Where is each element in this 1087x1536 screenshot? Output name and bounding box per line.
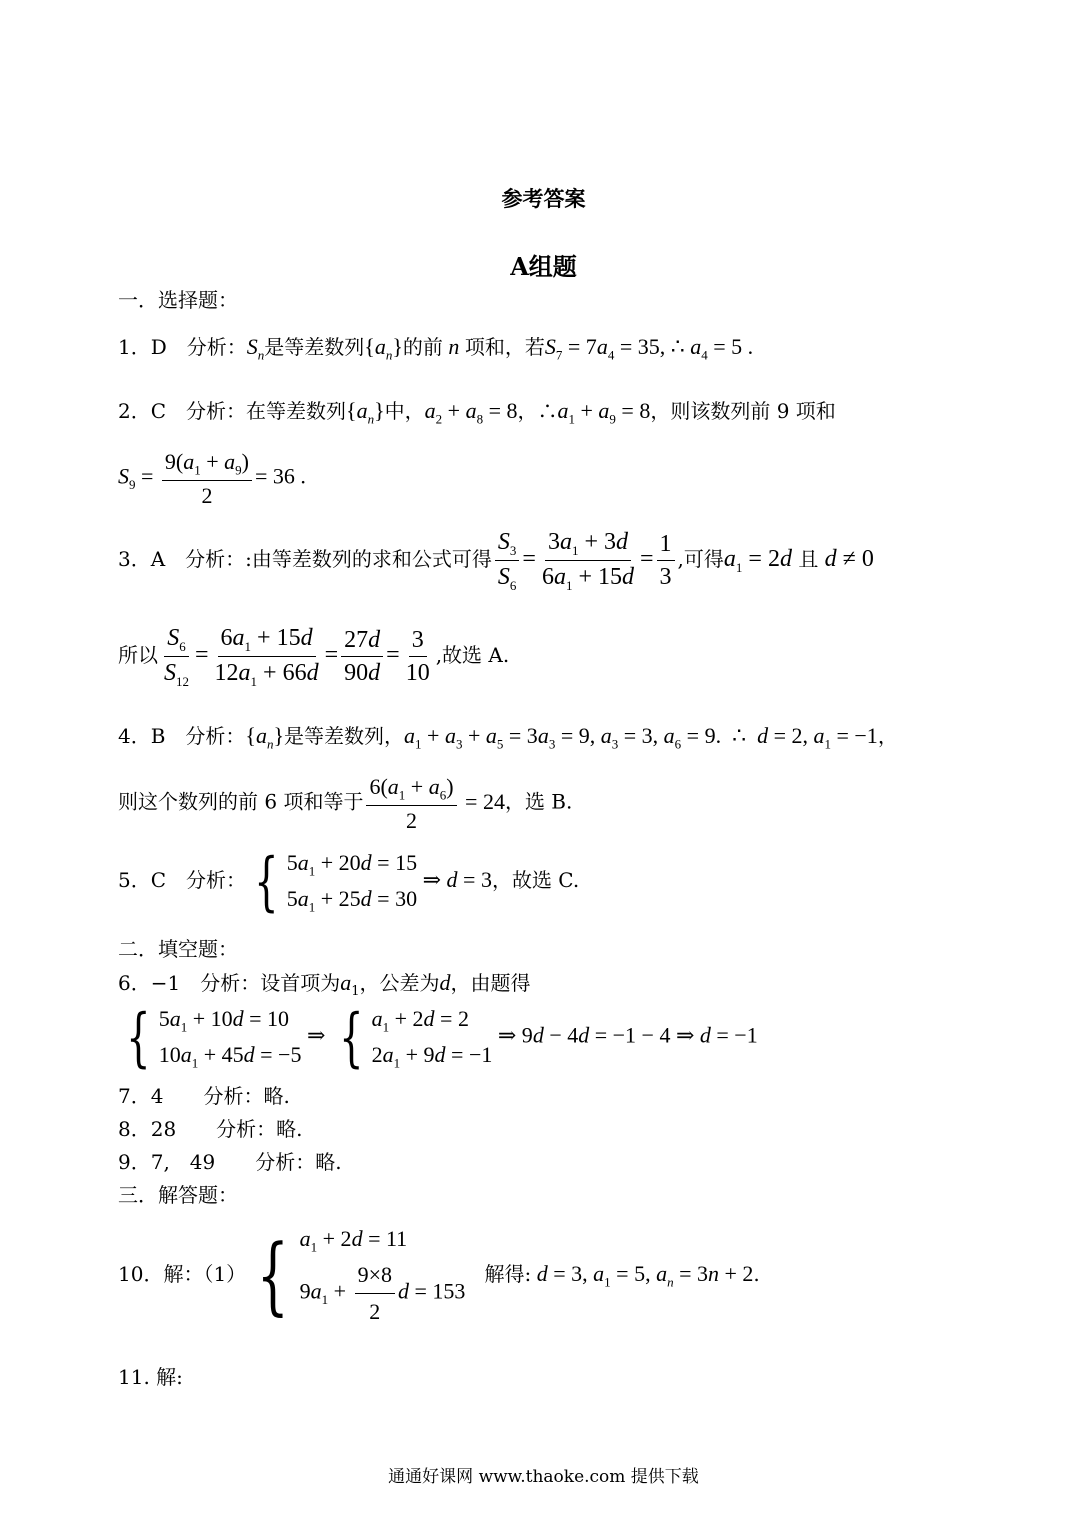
- answer-1-text-c: 项和，若: [464, 335, 545, 359]
- group-heading: A组题: [510, 252, 577, 281]
- answer-10-mid: 解得:: [484, 1261, 532, 1286]
- answer-6: 6．−1 分析：设首项为$a_1$，公差为d，由题得: [118, 970, 531, 999]
- answer-3-text-a: ,可得: [677, 547, 724, 572]
- answer-2-text-a: 中，: [384, 399, 425, 423]
- answer-3-label: 3．A 分析：:由等差数列的求和公式可得: [118, 547, 492, 572]
- answer-1-label: 1．D 分析：: [118, 335, 247, 359]
- answer-6-text-b: ，由题得: [450, 971, 531, 995]
- footer: 通通好课网 www.thaoke.com 提供下载: [388, 1467, 699, 1487]
- answer-5-label: 5．C 分析：: [118, 868, 247, 893]
- answer-2-result: = 36 .: [255, 463, 306, 489]
- answer-3-line2: 所以 $\frac{S_6}{S_{12}}$ = $\frac{6a_1 + 15d}{12a_1 + 66d}$ = $\frac{27d}{90d}$ = $\frac{3}{10}$ ,故选 A.: [118, 625, 510, 689]
- answer-2-label: 2．C 分析：在等差数列: [118, 399, 347, 423]
- answer-5-tail: ，故选 C.: [491, 868, 580, 893]
- page-title: 参考答案: [501, 186, 586, 211]
- answer-4-text-a: 是等差数列，: [284, 724, 405, 748]
- answer-4-line2-label: 则这个数列的前 6 项和等于: [118, 789, 364, 814]
- answer-2: 2．C 分析：在等差数列$\{a_n\}$中，$a_2 + a_8 = 8$，$\therefore a_1 + a_9 = 8$，则该数列前 9 项和: [118, 398, 836, 427]
- answer-10-tail: .: [753, 1261, 760, 1286]
- answer-1-text-a: 是等差数列: [264, 335, 365, 359]
- answer-6-system: { $5a_1 + 10d = 10$ $10a_1 + 45d = -5$ ⇒ { $a_1 + 2d = 2$ $2a_1 + 9d = -1$ ⇒ 9d − 4d = −1 − 4 ⇒ d = −1: [126, 1000, 758, 1075]
- answer-6-label: 6．−1 分析：设首项为: [118, 971, 341, 995]
- answer-7: 7．4 分析：略.: [118, 1084, 290, 1108]
- answer-6-text-a: ，公差为: [359, 971, 440, 995]
- answer-9: 9．7, 49 分析：略.: [118, 1150, 342, 1174]
- section-heading-choice: 一．选择题：: [118, 288, 238, 312]
- answer-10: 10．解：（1） { $a_1 + 2d = 11$ $9a_1$ + $\frac{9\times 8}{2}$ d = 153 解得: d = 3, $a_1 = 5$, $a_n = 3n + 2$.: [118, 1226, 760, 1325]
- answer-4-tail: ，选 B.: [504, 789, 573, 814]
- answer-8: 8．28 分析：略.: [118, 1117, 303, 1141]
- answer-3-tail: ,故选 A.: [435, 643, 510, 668]
- answer-2-text-b: ，∴: [517, 399, 558, 423]
- answer-1-text-b: 的前: [402, 335, 443, 359]
- answer-11: 11. 解:: [118, 1365, 183, 1389]
- answer-4: 4．B 分析：$\{a_n\}$是等差数列，$a_1 + a_3 + a_5 = 3a_3 = 9$, $a_3 = 3$, $a_6 = 9$. ∴ d = 2, $a_1 = -1$，: [118, 723, 898, 752]
- answer-2-text-c: ，则该数列前 9 项和: [650, 399, 836, 423]
- answer-10-label: 10．解：（1）: [118, 1261, 247, 1286]
- answer-1: 1．D 分析：$S_n$是等差数列$\{a_n\}$的前 n 项和，若$S_7 = 7a_4 = 35$, ∴ $a_4 = 5$ .: [118, 334, 754, 363]
- section-heading-solve: 三．解答题：: [118, 1183, 238, 1207]
- answer-2-formula: $S_9$ = $\frac{9(a_1 + a_9)}{2}$ = 36 .: [118, 449, 306, 508]
- answer-3-line2-label: 所以: [118, 643, 158, 668]
- answer-4-line2: 则这个数列的前 6 项和等于 $\frac{6(a_1 + a_6)}{2}$ = 24，选 B.: [118, 774, 573, 833]
- answer-5: 5．C 分析： { $5a_1 + 20d = 15$ $5a_1 + 25d = 30$ ⇒ d = 3，故选 C.: [118, 844, 580, 919]
- answer-3: 3．A 分析：:由等差数列的求和公式可得 $\frac{S_3}{S_6}$ = $\frac{3a_1 + 3d}{6a_1 + 15d}$ = $\frac{1}{3}$ ,可得$a_1 = 2d$ 且 d ≠ 0: [118, 529, 874, 593]
- section-heading-fill: 二．填空题：: [118, 937, 238, 961]
- answer-4-label: 4．B 分析：: [118, 724, 246, 748]
- answer-3-text-b: 且: [798, 547, 819, 572]
